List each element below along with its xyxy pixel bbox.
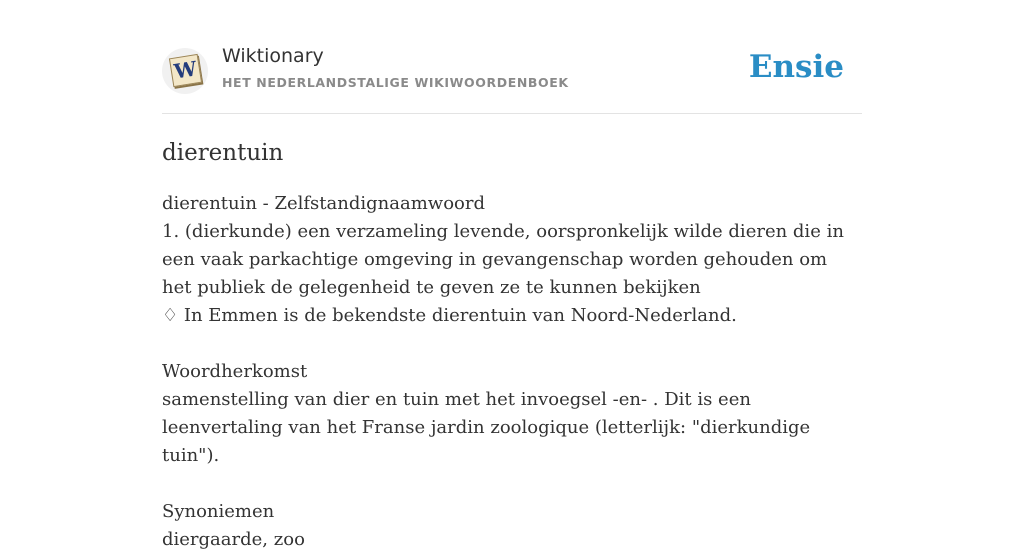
site-header xyxy=(162,42,862,114)
synonyms-text: diergaarde, zoo xyxy=(162,529,305,550)
site-tagline: HET NEDERLANDSTALIGE WIKIWOORDENBOEK xyxy=(222,75,569,90)
part-of-speech-line: dierentuin - Zelfstandignaamwoord xyxy=(162,193,485,214)
synonyms-heading: Synoniemen xyxy=(162,501,275,522)
definition-text: 1. (dierkunde) een verzameling levende, oorspronkelijk wilde dieren die in een vaak parkachtige omgeving in gevangenschap worden gehouden om het publiek de gelegenheid te geven ze te kunnen bekijken xyxy=(162,221,844,298)
entry-title: dierentuin xyxy=(162,140,284,166)
spacer xyxy=(162,330,862,358)
etymology-heading: Woordherkomst xyxy=(162,361,308,382)
etymology-text: samenstelling van dier en tuin met het invoegsel -en- . Dit is een leenvertaling van het Franse jardin zoologique (letterlijk: "dierkundige tuin"). xyxy=(162,389,811,466)
entry-body xyxy=(162,190,862,554)
site-name[interactable]: Wiktionary xyxy=(222,45,324,67)
entry-content xyxy=(162,136,862,554)
spacer xyxy=(162,470,862,498)
wiktionary-logo-icon[interactable] xyxy=(162,48,208,94)
ensie-brand-link[interactable]: Ensie xyxy=(748,49,844,85)
example-sentence: ♢ In Emmen is de bekendste dierentuin van Noord-Nederland. xyxy=(162,305,737,326)
logo-tile: W xyxy=(169,54,202,87)
